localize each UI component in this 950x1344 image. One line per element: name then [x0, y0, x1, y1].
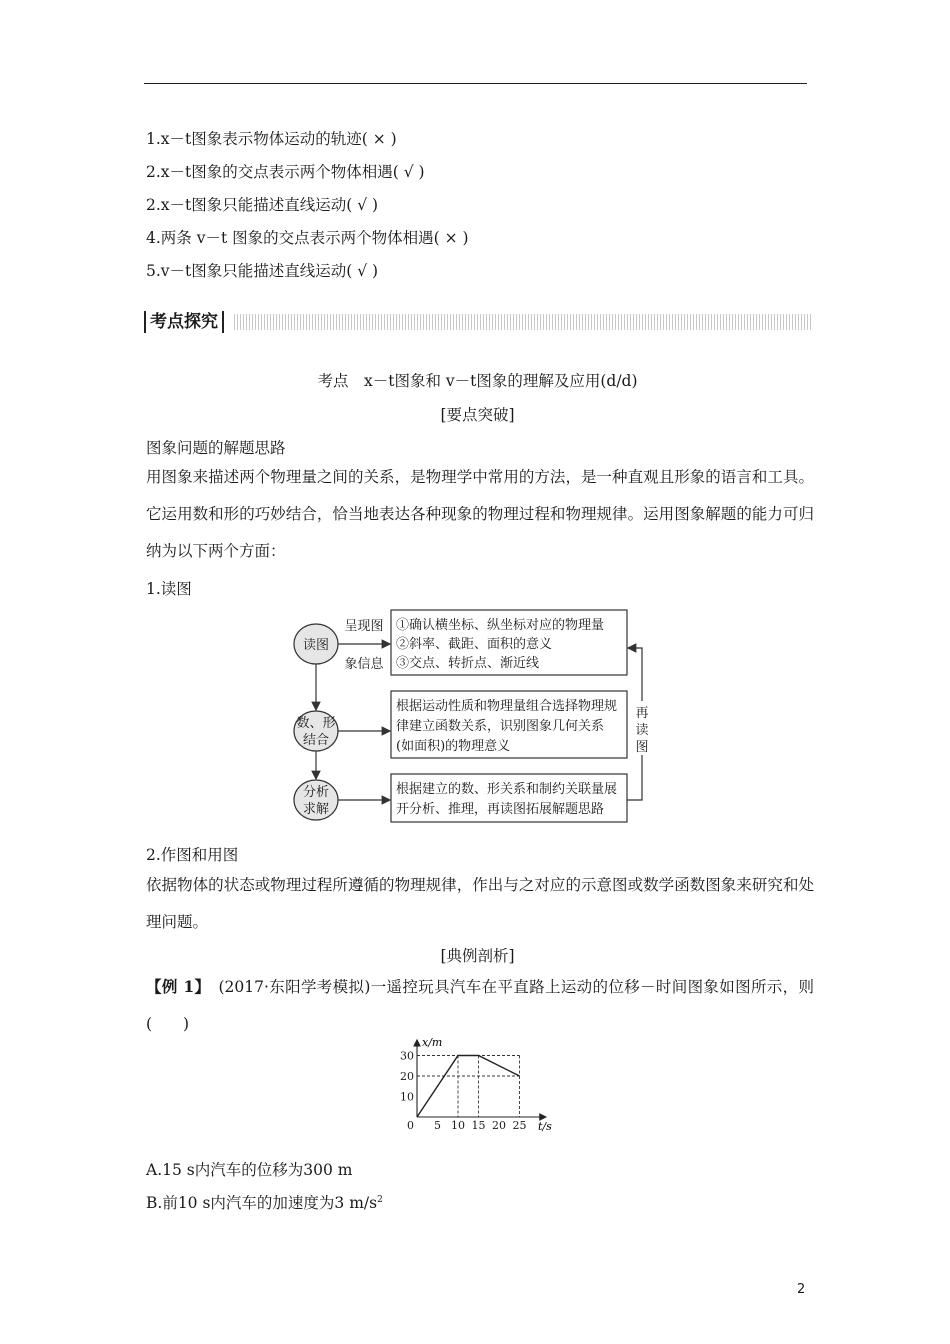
key-points-label: [要点突破]: [440, 406, 515, 424]
node-solve-label-1: 分析: [302, 785, 330, 800]
box-info-line-2: ②斜率、截距、面积的意义: [396, 637, 553, 652]
page-number: 2: [797, 1282, 806, 1297]
section-hatch: [234, 314, 812, 330]
option-a: A.15 s内汽车的位移为300 m: [146, 1161, 353, 1179]
arrow-label-1: 呈现图: [344, 619, 384, 634]
option-b: [146, 1191, 383, 1213]
example-tag: 【例 1】: [146, 977, 203, 996]
chart-series-line: [417, 1056, 520, 1118]
reading-flowchart: [280, 603, 660, 831]
arrow-label-2: 象信息: [344, 657, 384, 672]
box-solve-line-2: 开分析、推理，再读图拓展解题思路: [396, 802, 605, 817]
judgement-1: 1.x－t图象表示物体运动的轨迹( × ): [146, 130, 397, 148]
reading-heading: 1.读图: [146, 580, 192, 598]
chart-y-axis-label: x/m: [422, 1036, 443, 1049]
drawing-paragraph: 依据物体的状态或物理过程所遵循的物理规律，作出与之对应的示意图或数学函数图象来研究和处理问题。: [146, 876, 814, 931]
chart-x-tick-label: 15: [471, 1119, 486, 1132]
chart-y-arrow: [414, 1040, 420, 1046]
section-banner: [144, 311, 812, 333]
example-question: [146, 968, 814, 1043]
option-b-text: B.前10 s内汽车的加速度为3 m/s: [146, 1194, 378, 1212]
node-solve-label-2: 求解: [302, 802, 330, 817]
chart-y-tick-label: 10: [400, 1090, 414, 1104]
option-b-sup: 2: [377, 1194, 383, 1205]
chart-x-tick-label: 25: [512, 1119, 527, 1132]
chart-y-tick-label: 30: [400, 1049, 414, 1063]
node-read-label: 读图: [302, 638, 330, 653]
chart-origin-label: 0: [407, 1119, 414, 1132]
header-rule: [144, 83, 807, 84]
xt-chart: [393, 1036, 563, 1136]
reread-1: 再: [635, 706, 649, 721]
node-combine-label-1: 数、形: [296, 716, 336, 731]
example-text: (2017·东阳学考模拟)一遥控玩具汽车在平直路上运动的位移－时间图象如图所示，则( ): [146, 978, 814, 1033]
box-info-line-3: ③交点、转折点、渐近线: [396, 656, 540, 671]
box-combine-line-2: 律建立函数关系，识别图象几何关系: [396, 719, 605, 734]
node-combine-label-2: 结合: [302, 733, 330, 748]
chart-x-tick-label: 20: [492, 1119, 506, 1132]
method-heading: 图象问题的解题思路: [146, 439, 286, 457]
chart-x-axis-label: t/s: [538, 1120, 552, 1133]
chart-y-tick-label: 20: [400, 1070, 414, 1083]
judgement-3: 2.x－t图象只能描述直线运动( √ ): [146, 196, 379, 214]
judgement-4: 4.两条 v－t 图象的交点表示两个物体相遇( × ): [146, 229, 469, 247]
judgement-2: 2.x－t图象的交点表示两个物体相遇( √ ): [146, 163, 425, 181]
box-combine-line-3: (如面积)的物理意义: [396, 739, 511, 754]
reread-2: 读: [635, 723, 649, 738]
chart-x-tick-label: 10: [451, 1119, 465, 1132]
box-solve-line-1: 根据建立的数、形关系和制约关联量展: [396, 782, 618, 797]
box-combine-line-1: 根据运动性质和物理量组合选择物理规: [396, 699, 618, 714]
section-title: 考点探究: [144, 311, 224, 333]
box-info-line-1: ①确认横坐标、纵坐标对应的物理量: [396, 618, 605, 633]
chart-x-tick-label: 5: [434, 1119, 441, 1132]
topic-title: 考点 x－t图象和 v－t图象的理解及应用(d/d): [317, 372, 638, 390]
example-label: [典例剖析]: [440, 947, 515, 965]
drawing-heading: 2.作图和用图: [146, 846, 239, 864]
reread-3: 图: [635, 740, 649, 755]
intro-paragraph: 用图象来描述两个物理量之间的关系，是物理学中常用的方法，是一种直观且形象的语言和工具。它运用数和形的巧妙结合，恰当地表达各种现象的物理过程和物理规律。运用图象解题的能力可归纳为以下两个方面：: [146, 468, 814, 560]
judgement-5: 5.v－t图象只能描述直线运动( √ ): [146, 262, 379, 280]
